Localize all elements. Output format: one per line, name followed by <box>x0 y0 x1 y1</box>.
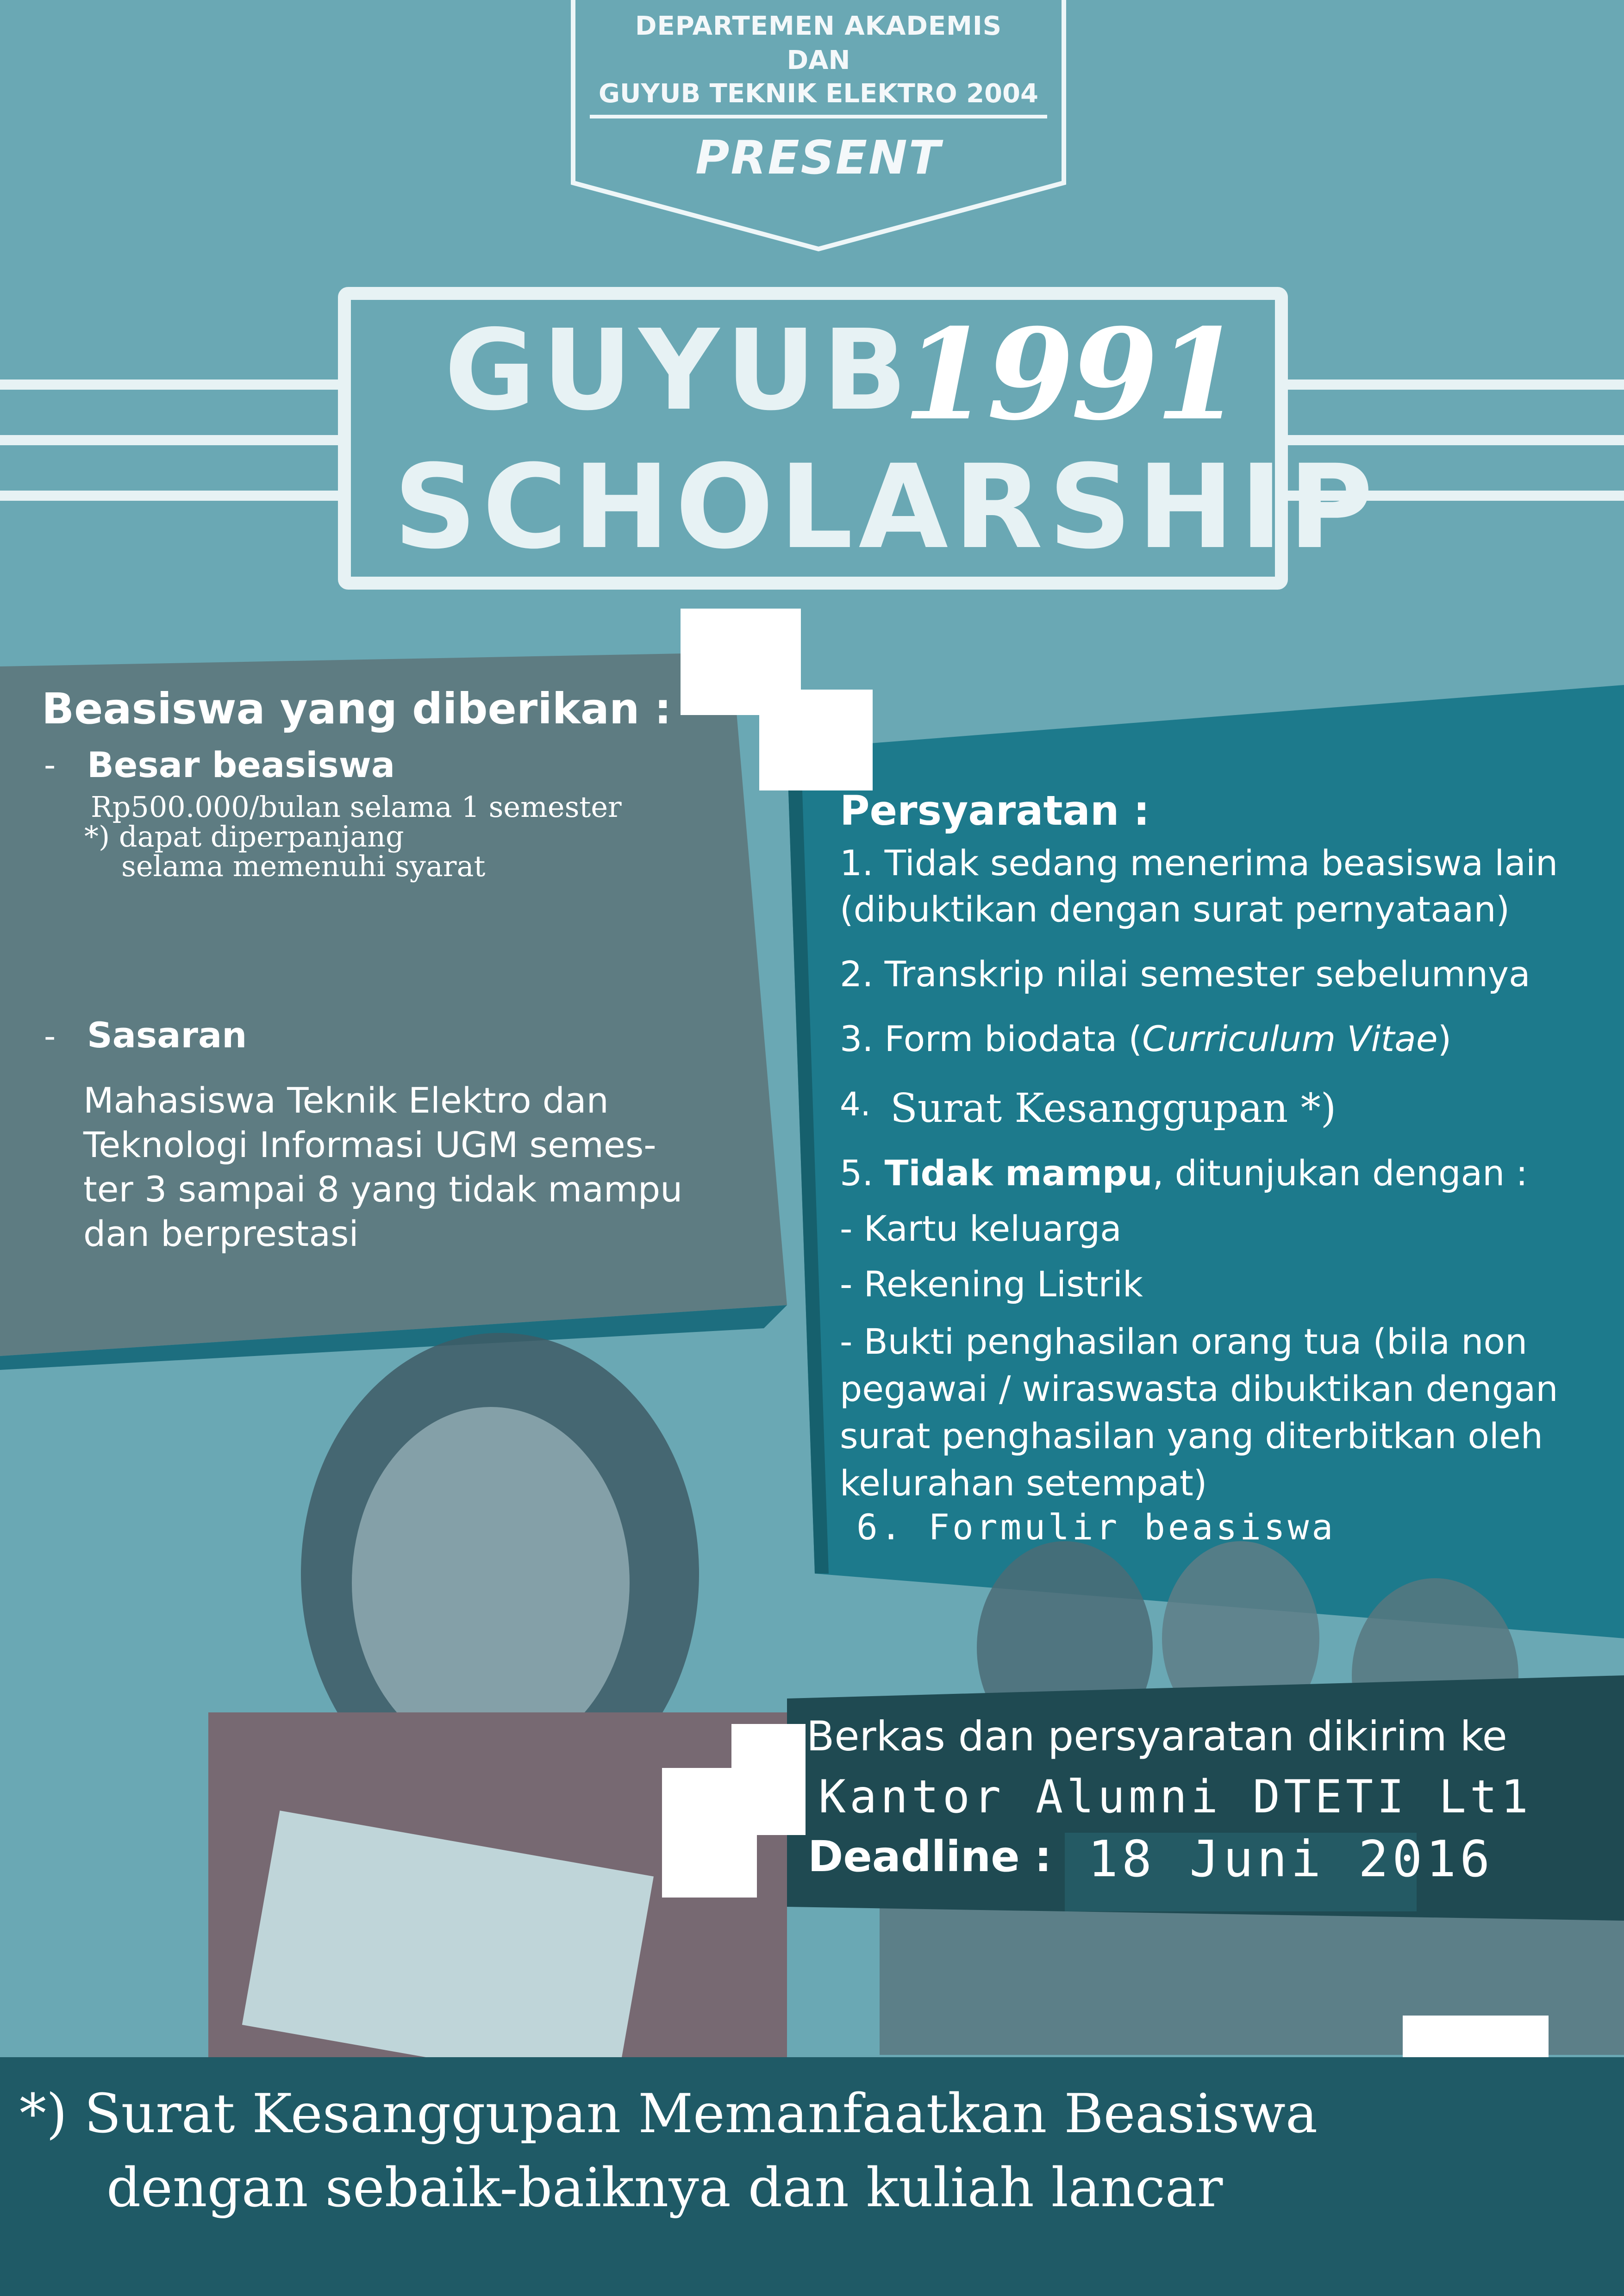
benefits-target-label: Sasaran <box>87 1014 247 1056</box>
requirement-1-line-1: 1. Tidak sedang menerima beasiswa lain <box>840 842 1558 884</box>
requirement-5-prefix: 5. <box>840 1152 885 1194</box>
deco-square-2 <box>759 690 873 790</box>
deco-square-4 <box>731 1724 806 1835</box>
title-guyub: GUYUB <box>444 305 914 435</box>
target-line: ter 3 sampai 8 yang tidak mampu <box>83 1169 683 1210</box>
header-line-1: DEPARTEMEN AKADEMIS <box>635 11 1002 41</box>
stripe-left-2 <box>0 435 343 445</box>
benefits-heading: Beasiswa yang diberikan : <box>42 684 672 734</box>
requirement-2: 2. Transkrip nilai semester sebelumnya <box>840 953 1530 995</box>
submission-office: Kantor Alumni DTETI Lt1 <box>818 1771 1532 1823</box>
header-present: PRESENT <box>695 131 942 185</box>
bukti-line: pegawai / wiraswasta dibuktikan dengan <box>840 1368 1558 1409</box>
requirement-3-prefix: 3. Form biodata ( <box>840 1018 1143 1059</box>
title-scholarship: SCHOLARSHIP <box>394 440 1379 574</box>
requirement-3 <box>840 1018 1451 1059</box>
bukti-line: surat penghasilan yang diterbitkan oleh <box>840 1415 1543 1456</box>
bukti-line: - Bukti penghasilan orang tua (bila non <box>840 1321 1528 1362</box>
deadline-label: Deadline : <box>808 1832 1052 1881</box>
requirement-4-text: Surat Kesanggupan *) <box>890 1085 1337 1132</box>
requirement-6: 6. Formulir beasiswa <box>856 1506 1336 1548</box>
deadline-date: 18 Juni 2016 <box>1088 1830 1494 1888</box>
requirement-5-sub-listrik: - Rekening Listrik <box>840 1263 1143 1305</box>
requirement-4-number: 4. <box>840 1085 871 1123</box>
requirement-3-italic: Curriculum Vitae <box>1142 1018 1438 1059</box>
benefits-bullet-2: - <box>44 1017 56 1055</box>
requirements-heading: Persyaratan : <box>840 787 1150 834</box>
footnote-line-2: dengan sebaik-baiknya dan kuliah lancar <box>106 2157 1223 2219</box>
stripe-right-1 <box>1282 380 1624 390</box>
target-line: dan berprestasi <box>83 1213 359 1254</box>
requirement-1-line-2: (dibuktikan dengan surat pernyataan) <box>840 889 1510 930</box>
requirement-5-bold: Tidak mampu <box>884 1152 1153 1194</box>
stripe-left-1 <box>0 380 343 390</box>
submission-sent-to: Berkas dan persyaratan dikirim ke <box>806 1712 1507 1760</box>
header-line-3: GUYUB TEKNIK ELEKTRO 2004 <box>599 79 1038 109</box>
requirement-5-sub-bukti <box>840 1318 1608 1507</box>
title-year: 1991 <box>903 301 1240 448</box>
stripe-left-3 <box>0 491 343 501</box>
benefits-note-line-2: selama memenuhi syarat <box>121 849 486 883</box>
benefits-amount-value: Rp500.000/bulan selama 1 semester <box>91 790 622 824</box>
target-line: Teknologi Informasi UGM semes- <box>83 1124 656 1165</box>
requirement-4 <box>840 1085 1336 1132</box>
benefits-note-line-1: *) dapat diperpanjang <box>84 820 404 853</box>
target-line: Mahasiswa Teknik Elektro dan <box>83 1080 609 1121</box>
bukti-line: kelurahan setempat) <box>840 1462 1207 1504</box>
requirement-5 <box>840 1152 1528 1194</box>
requirement-5-sub-kk: - Kartu keluarga <box>840 1208 1122 1249</box>
benefits-bullet-1: - <box>44 746 56 784</box>
header-line-2: DAN <box>787 45 850 75</box>
requirement-3-suffix: ) <box>1437 1018 1452 1059</box>
footnote-line-1: *) Surat Kesanggupan Memanfaatkan Beasiswa <box>19 2083 1318 2145</box>
benefits-amount-label: Besar beasiswa <box>87 744 395 785</box>
requirement-5-suffix: , ditunjukan dengan : <box>1152 1152 1528 1194</box>
benefits-target-text <box>83 1078 759 1256</box>
